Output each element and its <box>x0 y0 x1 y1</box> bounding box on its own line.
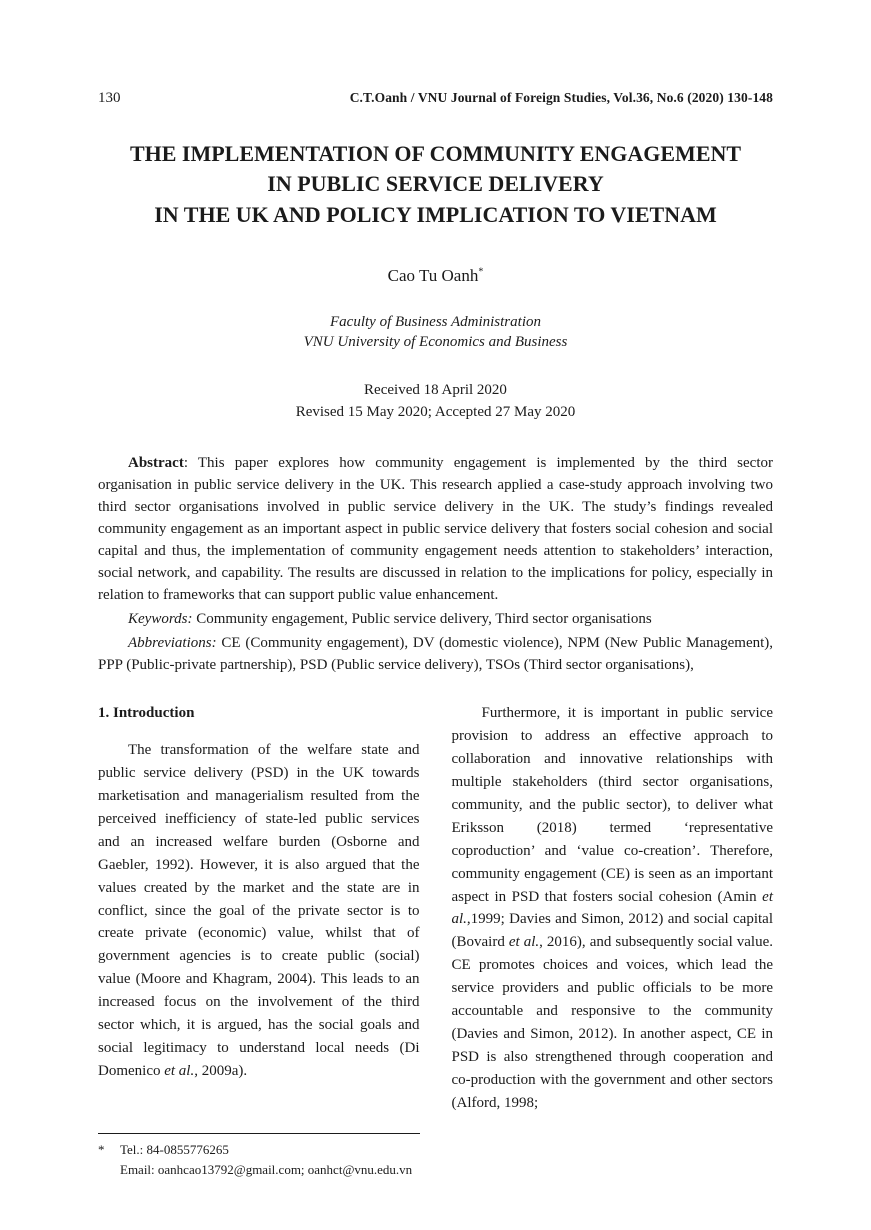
footnote-marker-spacer <box>98 1160 120 1180</box>
affiliation-university: VNU University of Economics and Business <box>303 334 568 351</box>
running-header <box>98 90 773 107</box>
right-column-paragraph: Furthermore, it is important in public service provision to address an effective approach to collaboration and innovative relationships with multiple stakeholders (third sector organisations, community, and the public sector), to deliver what Eriksson (2018) termed ‘representative coproduction’ and ‘value co-creation’. Therefore, community engagement (CE) is seen as an important aspect in PSD that fosters social cohesion (Amin et al.,1999; Davies and Simon, 2012) and social capital (Bovaird et al., 2016), and subsequently social value. CE promotes choices and voices, which lead the service providers and public officials to be more accountable and responsive to the community (Davies and Simon, 2012). In another aspect, CE in PSD is also strengthened through cooperation and co-production with the government and other sectors (Alford, 1998; <box>451 705 773 1111</box>
article-title <box>98 139 773 230</box>
author-footnote-marker: * <box>478 266 484 278</box>
footnote-email-row <box>98 1160 420 1180</box>
article-dates <box>98 379 773 424</box>
footnote-tel-row <box>98 1140 420 1160</box>
abstract-block <box>98 452 773 676</box>
introduction-paragraph: The transformation of the welfare state and public service delivery (PSD) in the UK towards marketisation and managerialism resulted from the perceived inefficiency of state-led public services and an increased welfare burden (Osborne and Gaebler, 1992). However, it is also argued that the values created by the market and the state are in conflict, since the goal of the private sector is to create private (economic) value, whilst that of government agencies is to create public (social) value (Moore and Khagram, 2004). This leads to an increased focus on the involvement of the third sector which, it is argued, has the social goals and social legitimacy to understand local needs (Di Domenico et al., 2009a). <box>98 741 420 1080</box>
section-heading-introduction: 1. Introduction <box>98 705 195 722</box>
page-number: 130 <box>98 90 121 106</box>
received-date: Received 18 April 2020 <box>364 381 507 398</box>
footnote-marker: * <box>98 1141 105 1157</box>
abstract-paragraph: Abstract: This paper explores how community engagement is implemented by the third sector organisation in public service delivery in the UK. This research applied a case-study approach involving two third sector organisations involved in public service delivery in the UK. The study’s findings revealed community engagement as an important aspect in public service delivery that fosters social cohesion and social capital and thus, the implementation of community engagement needs attention to stakeholders’ interaction, social network, and capability. The results are discussed in relation to the implications for policy, especially in relation to frameworks that can support public value enhancement. <box>98 454 773 603</box>
two-column-body <box>98 702 773 1180</box>
author-footnote <box>98 1133 420 1180</box>
affiliation <box>98 312 773 353</box>
footnote-email: Email: oanhcao13792@gmail.com; oanhct@vnu.edu.vn <box>120 1161 413 1177</box>
running-title: C.T.Oanh / VNU Journal of Foreign Studies, Vol.36, No.6 (2020) 130-148 <box>349 90 773 105</box>
revised-accepted-date: Revised 15 May 2020; Accepted 27 May 2020 <box>295 404 576 421</box>
author-name: Cao Tu Oanh <box>387 266 479 286</box>
article-title-line-2: IN PUBLIC SERVICE DELIVERY <box>267 171 604 197</box>
abbreviations-line: Abbreviations: CE (Community engagement), DV (domestic violence), NPM (New Public Management), PPP (Public-private partnership), PSD (Public service delivery), TSOs (Third sector organisations), <box>98 634 774 673</box>
right-column <box>452 702 774 1180</box>
article-title-line-1: THE IMPLEMENTATION OF COMMUNITY ENGAGEMENT <box>129 141 742 166</box>
author-line <box>98 266 773 286</box>
keywords-line: Keywords: Community engagement, Public service delivery, Third sector organisations <box>128 610 652 627</box>
footnote-tel: Tel.: 84-0855776265 <box>120 1141 229 1157</box>
article-title-line-3: IN THE UK AND POLICY IMPLICATION TO VIETNAM <box>154 201 717 227</box>
left-column <box>98 702 420 1180</box>
affiliation-department: Faculty of Business Administration <box>330 314 541 331</box>
